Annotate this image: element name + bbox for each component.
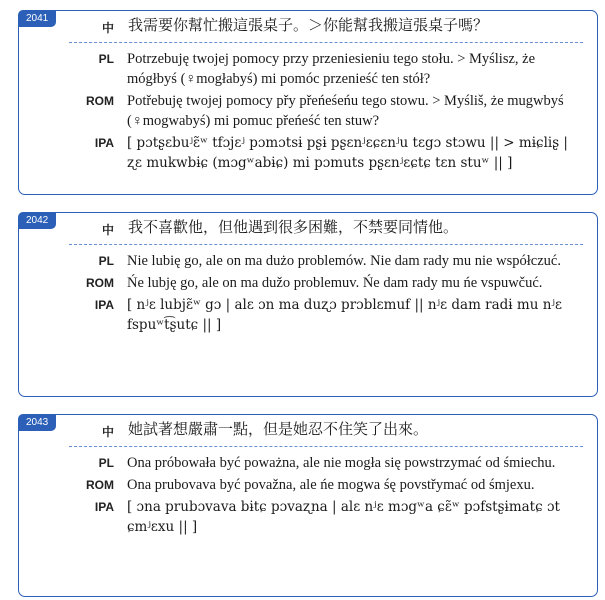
pl-label: PL [98,254,114,268]
ipa-transcription: [ pɔtʂɛbuʲɛ̃ʷ tfɔjɛʲ pɔmɔtsɨ pʂɨ pʂɛnʲɛɕɛnʲu tɛgɔ stɔwu || > mɨɕliʂ | ʐɛ mukwbɨɕ (mɔgʷabɨɕ) mi pɔmuts pʂɛnʲɛɕtɕ tɛn stuʷ || ] [127,135,568,171]
ipa-label: IPA [94,136,114,150]
rom-label: ROM [86,94,114,108]
romanized-row [19,91,585,131]
entry-card-2043 [18,414,598,597]
polish-row [19,49,585,89]
chinese-sentence: 我需要你幫忙搬這張桌子。＞你能幫我搬這張桌子嗎？ [128,16,489,34]
romanized-row [19,273,585,293]
pl-label: PL [98,52,114,66]
entry-card-2041 [18,10,598,195]
ipa-transcription: [ nʲɛ lubjɛ̃ʷ gɔ | alɛ ɔn ma duʐɔ prɔblɛmuf || nʲɛ dam radɨ mu nʲɛ fspuʷt͡ʂutɕ || ] [127,297,562,333]
polish-row [19,251,585,271]
translations [19,447,597,547]
translations [19,43,597,183]
pl-label: PL [98,456,114,470]
ipa-label: IPA [94,298,114,312]
zh-label: 中 [101,223,114,237]
zh-label: 中 [101,21,114,35]
polish-sentence: Nie lubię go, ale on ma dużo problemów. Nie dam rady mu nie współczuć. [127,253,561,269]
zh-label: 中 [101,425,114,439]
ipa-row [19,133,585,173]
entry-number-badge: 2043 [18,414,56,431]
entry-card-2042 [18,212,598,397]
rom-label: ROM [86,478,114,492]
chinese-sentence-row [19,415,597,446]
ipa-row [19,497,585,537]
entry-number-badge: 2042 [18,212,56,229]
polish-sentence: Ona próbowała być poważna, ale nie mogła się powstrzymać od śmiechu. [127,455,556,471]
entry-number-badge: 2041 [18,10,56,27]
romanized-sentence: Potřebuję twojej pomocy přy přeńeśeńu tego stowu. > Myśliš, że mugwbyś (♀mogwabyś) mi pomuc přeńeść ten stuw? [127,93,564,129]
chinese-sentence: 她試著想嚴肅一點，但是她忍不住笑了出來。 [128,420,429,438]
ipa-transcription: [ ɔna prubɔvava bɨtɕ pɔvaʐna | alɛ nʲɛ mɔgʷa ɕɛ̃ʷ pɔfstʂɨmatɕ ɔt ɕmʲɛxu || ] [127,499,560,535]
polish-sentence: Potrzebuję twojej pomocy przy przeniesieniu tego stołu. > Myślisz, że mógłbyś (♀mogłabyś) mi pomóc przenieść ten stół? [127,51,536,87]
polish-row [19,453,585,473]
chinese-sentence-row [19,213,597,244]
chinese-sentence-row [19,11,597,42]
translations [19,245,597,345]
ipa-row [19,295,585,335]
romanized-sentence: Ona prubovava być považna, ale ńe mogwa śę povstřymać od śmjexu. [127,477,535,493]
rom-label: ROM [86,276,114,290]
chinese-sentence: 我不喜歡他，但他遇到很多困難，不禁要同情他。 [128,218,459,236]
romanized-sentence: Ńe lubję go, ale on ma dužo problemuv. Ńe dam rady mu ńe vspuwčuć. [127,275,543,291]
romanized-row [19,475,585,495]
ipa-label: IPA [94,500,114,514]
